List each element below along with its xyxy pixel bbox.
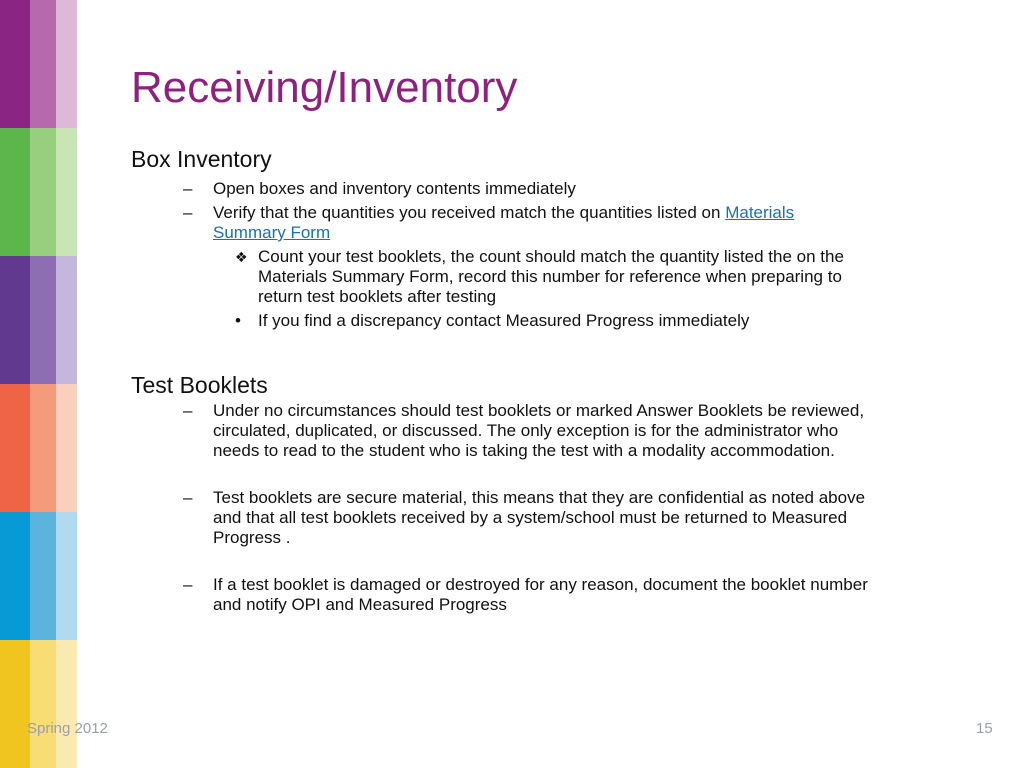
list-item-text: and notify OPI and Measured Progress xyxy=(213,595,507,614)
bullet-marker: • xyxy=(235,311,241,330)
dash-marker: – xyxy=(183,203,193,222)
list-item-text: Verify that the quantities you received match the quantities listed on xyxy=(213,203,726,222)
list-item-text: needs to read to the student who is taking the test with a modality accommodation. xyxy=(213,441,835,460)
color-bar xyxy=(56,0,77,128)
color-bar-row-blue xyxy=(0,512,77,640)
color-bar-row-yellow xyxy=(0,640,77,768)
dash-marker: – xyxy=(183,401,193,420)
color-bar xyxy=(30,128,56,256)
list-item xyxy=(131,401,991,461)
footer-date: Spring 2012 xyxy=(27,720,108,737)
list-item-text: and that all test booklets received by a system/school must be returned to Measured xyxy=(213,508,848,527)
color-bar xyxy=(56,128,77,256)
sub-list-item-text: return test booklets after testing xyxy=(258,287,497,306)
sub-list-item-text: Materials Summary Form, record this number for reference when preparing to xyxy=(258,267,842,286)
color-bar xyxy=(0,512,30,640)
materials-summary-form-link[interactable]: Summary Form xyxy=(213,223,331,242)
color-bar-row-green xyxy=(0,128,77,256)
list-item-text: Open boxes and inventory contents immediately xyxy=(213,179,576,198)
sub-list-item xyxy=(131,311,991,331)
color-bar xyxy=(0,640,30,768)
color-bar xyxy=(0,128,30,256)
color-bar xyxy=(0,0,30,128)
color-bar xyxy=(56,512,77,640)
list-item xyxy=(131,179,991,199)
list-item-text: Progress . xyxy=(213,528,291,547)
list-item xyxy=(131,575,991,615)
section-heading-test-booklets: Test Booklets xyxy=(131,372,268,398)
decorative-color-bars xyxy=(0,0,77,768)
list-item-text: If a test booklet is damaged or destroyed for any reason, document the booklet number xyxy=(213,575,868,594)
list-item-text: Test booklets are secure material, this means that they are confidential as noted above xyxy=(213,488,866,507)
sub-list-item xyxy=(131,247,991,307)
list-item-text: circulated, duplicated, or discussed. The only exception is for the administrator who xyxy=(213,421,839,440)
color-bar xyxy=(56,640,77,768)
slide-number: 15 xyxy=(976,720,993,737)
list-item xyxy=(131,203,991,243)
sub-list-item-text: If you find a discrepancy contact Measured Progress immediately xyxy=(258,311,750,330)
sub-list-item-text: Count your test booklets, the count should match the quantity listed the on the xyxy=(258,247,844,266)
slide-body xyxy=(131,145,991,615)
dash-marker: – xyxy=(183,488,193,507)
dash-marker: – xyxy=(183,179,193,198)
color-bar xyxy=(30,0,56,128)
color-bar xyxy=(56,256,77,384)
color-bar xyxy=(0,256,30,384)
color-bar-row-purple xyxy=(0,0,77,128)
dash-marker: – xyxy=(183,575,193,594)
diamond-bullet-icon: ❖ xyxy=(235,249,248,265)
color-bar xyxy=(0,384,30,512)
section-heading-box-inventory: Box Inventory xyxy=(131,146,272,172)
color-bar xyxy=(30,640,56,768)
slide-title: Receiving/Inventory xyxy=(131,63,518,112)
materials-summary-form-link[interactable]: Materials xyxy=(725,203,795,222)
color-bar-row-orange xyxy=(0,384,77,512)
color-bar xyxy=(30,384,56,512)
color-bar xyxy=(56,384,77,512)
list-item-text: Under no circumstances should test booklets or marked Answer Booklets be reviewed, xyxy=(213,401,865,420)
color-bar xyxy=(30,512,56,640)
color-bar xyxy=(30,256,56,384)
list-item xyxy=(131,488,991,548)
color-bar-row-violet xyxy=(0,256,77,384)
